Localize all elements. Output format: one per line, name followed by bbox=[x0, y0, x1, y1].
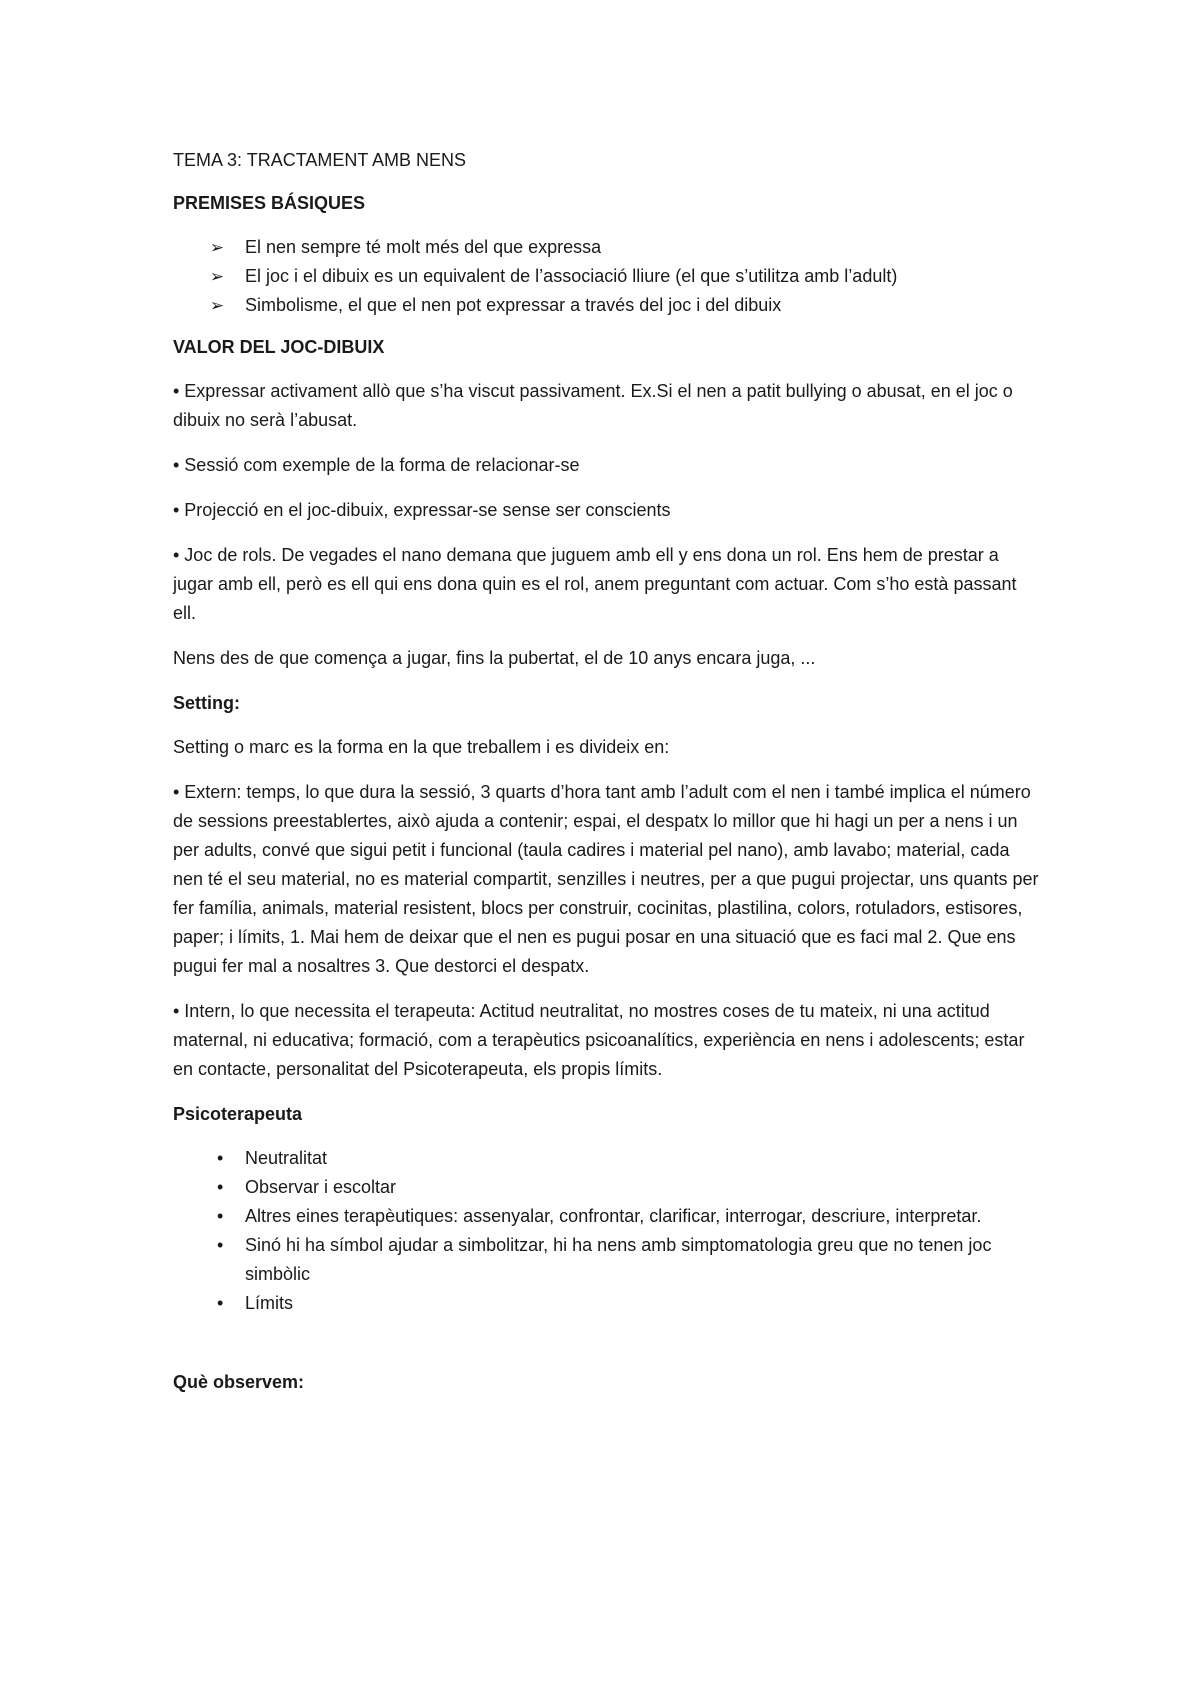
list-item bbox=[173, 233, 1043, 262]
arrow-bullet-icon: ➢ bbox=[209, 296, 225, 315]
bullet-icon: • bbox=[217, 1177, 224, 1197]
section-heading-psicoterapeuta: Psicoterapeuta bbox=[173, 1104, 303, 1124]
list-item-text: El nen sempre té molt més del que expressa bbox=[245, 237, 602, 257]
bullet-icon: • bbox=[217, 1206, 224, 1226]
paragraph: • Intern, lo que necessita el terapeuta: Actitud neutralitat, no mostres coses de tu mateix, ni una actitud maternal, ni educativa; formació, com a terapèutics psicoanalítics, experiència en nens i adolescents; estar en contacte, personalitat del Psicoterapeuta, els propis límits. bbox=[173, 1001, 1025, 1079]
paragraph: • Extern: temps, lo que dura la sessió, 3 quarts d’hora tant amb l’adult com el nen i també implica el número de sessions preestablertes, això ajuda a contenir; espai, el despatx lo millor que hi hagi un per a nens i un per adults, convé que sigui petit i funcional (taula cadires i material pel nano), amb lavabo; material, cada nen té el seu material, no es material compartit, senzilles i neutres, per a que pugui projectar, uns quants per fer família, animals, material resistent, blocs per construir, cocinitas, plastilina, colors, rotuladors, estisores, paper; i límits, 1. Mai hem de deixar que el nen es pugui posar en una situació que es faci mal 2. Que ens pugui fer mal a nosaltres 3. Que destorci el despatx. bbox=[173, 782, 1039, 976]
list-item bbox=[173, 262, 1043, 291]
paragraph: • Expressar activament allò que s’ha viscut passivament. Ex.Si el nen a patit bullying o abusat, en el joc o dibuix no serà l’abusat. bbox=[173, 381, 1013, 430]
list-item-text: Límits bbox=[245, 1293, 294, 1313]
list-item bbox=[173, 1202, 1043, 1231]
list-item bbox=[173, 1173, 1043, 1202]
list-item-text: Sinó hi ha símbol ajudar a simbolitzar, hi ha nens amb simptomatologia greu que no tenen joc simbòlic bbox=[245, 1235, 992, 1284]
paragraph: • Projecció en el joc-dibuix, expressar-se sense ser conscients bbox=[173, 500, 671, 520]
arrow-bullet-icon: ➢ bbox=[209, 267, 225, 286]
arrow-bullet-icon: ➢ bbox=[209, 238, 225, 257]
section-heading-premises: PREMISES BÁSIQUES bbox=[173, 193, 366, 213]
list-item-text: Neutralitat bbox=[245, 1148, 328, 1168]
list-item-text: Observar i escoltar bbox=[245, 1177, 397, 1197]
paragraph: Nens des de que comença a jugar, fins la pubertat, el de 10 anys encara juga, ... bbox=[173, 648, 816, 668]
bullet-icon: • bbox=[217, 1148, 224, 1168]
list-item bbox=[173, 1289, 1043, 1318]
bullet-icon: • bbox=[217, 1235, 224, 1255]
psicoterapeuta-list bbox=[173, 1144, 1043, 1318]
document-body bbox=[173, 146, 1043, 1412]
list-item bbox=[173, 1231, 1043, 1289]
list-item-text: El joc i el dibuix es un equivalent de l’associació lliure (el que s’utilitza amb l’adult) bbox=[245, 266, 898, 286]
document-title: TEMA 3: TRACTAMENT AMB NENS bbox=[173, 150, 467, 170]
list-item bbox=[173, 291, 1043, 320]
list-item-text: Simbolisme, el que el nen pot expressar a través del joc i del dibuix bbox=[245, 295, 782, 315]
paragraph: Setting o marc es la forma en la que treballem i es divideix en: bbox=[173, 737, 670, 757]
list-item bbox=[173, 1144, 1043, 1173]
paragraph: • Joc de rols. De vegades el nano demana que juguem amb ell y ens dona un rol. Ens hem de prestar a jugar amb ell, però es ell qui ens dona quin es el rol, anem preguntant com actuar. Com s’ho està passant ell. bbox=[173, 545, 1017, 623]
section-heading-observem: Què observem: bbox=[173, 1372, 305, 1392]
paragraph: • Sessió com exemple de la forma de relacionar-se bbox=[173, 455, 580, 475]
premises-list bbox=[173, 233, 1043, 320]
bullet-icon: • bbox=[217, 1293, 224, 1313]
list-item-text: Altres eines terapèutiques: assenyalar, confrontar, clarificar, interrogar, descriure, interpretar. bbox=[245, 1206, 982, 1226]
section-heading-valor: VALOR DEL JOC-DIBUIX bbox=[173, 337, 385, 357]
section-heading-setting: Setting: bbox=[173, 693, 240, 713]
blank-line bbox=[173, 1334, 1043, 1368]
